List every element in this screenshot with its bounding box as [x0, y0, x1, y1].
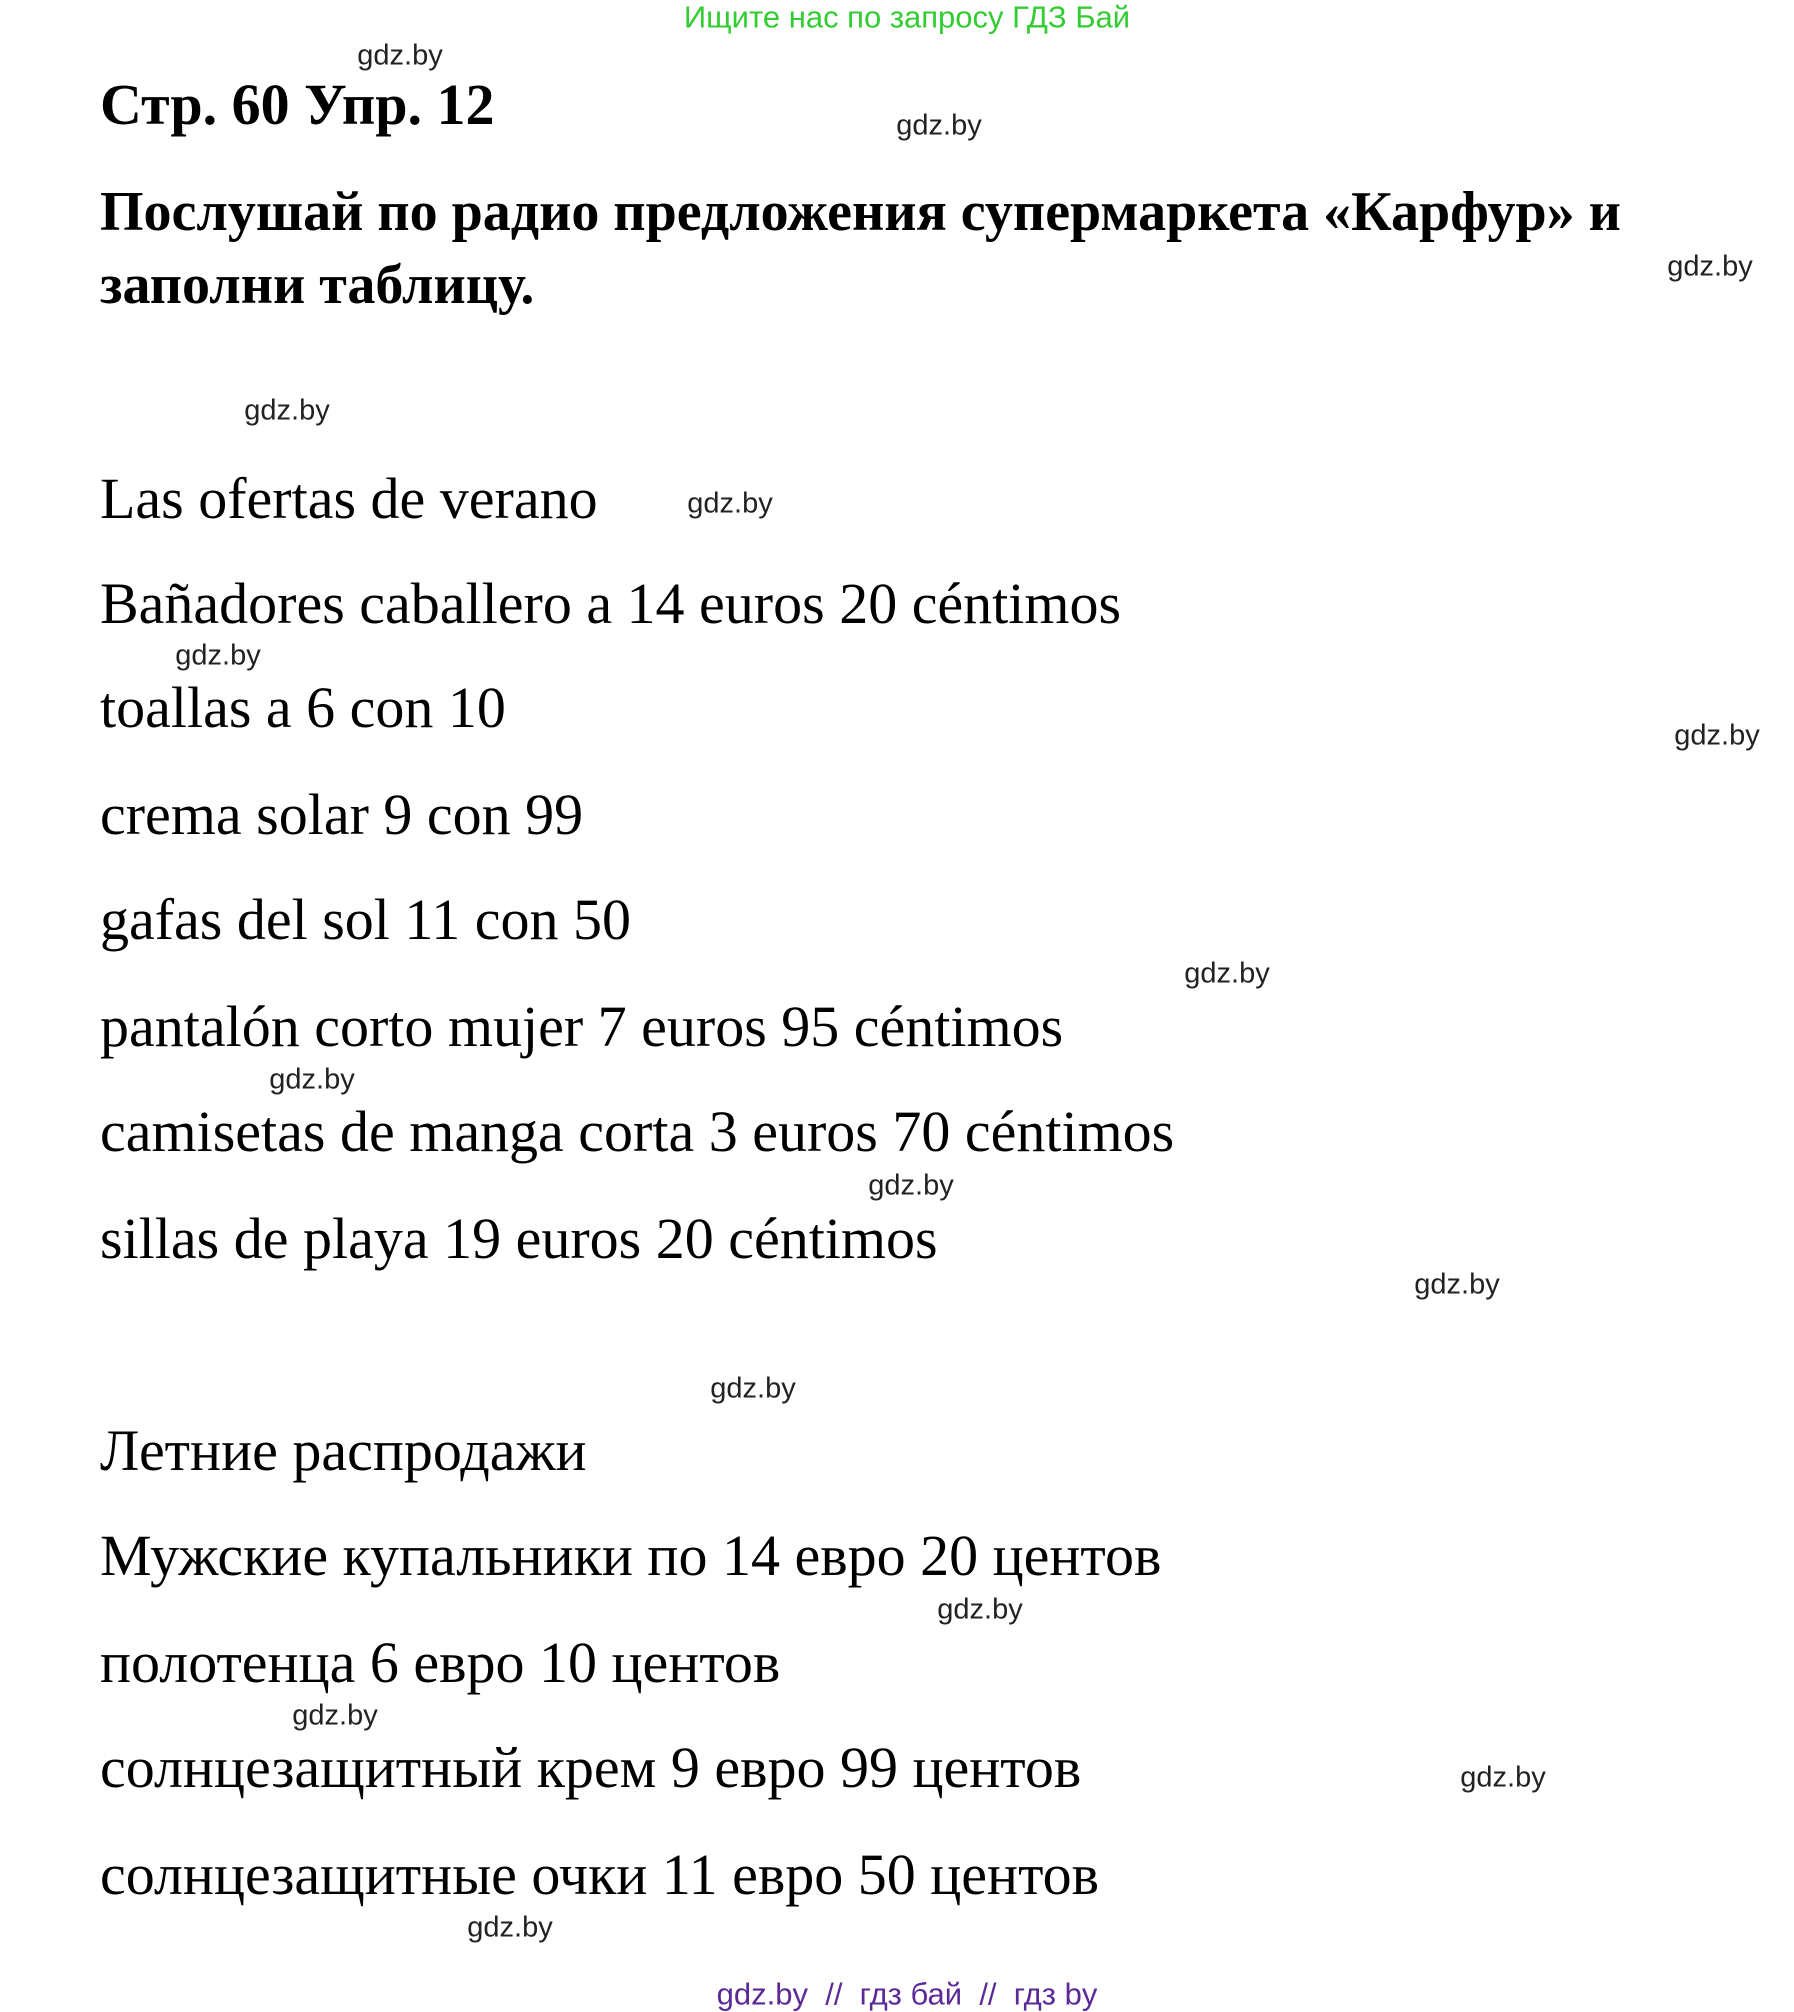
watermark: gdz.by	[244, 394, 330, 427]
spanish-item: camisetas de manga corta 3 euros 70 céntimos	[100, 1099, 1175, 1164]
russian-heading: Летние распродажи	[100, 1418, 587, 1483]
watermark: gdz.by	[937, 1593, 1023, 1626]
footer-links[interactable]: gdz.by // гдз бай // гдз by	[716, 1976, 1098, 2012]
spanish-heading: Las ofertas de verano	[100, 466, 598, 531]
search-banner-link[interactable]: Ищите нас по запросу ГДЗ Бай	[683, 0, 1131, 35]
task-text-line-1: Послушай по радио предложения супермаркета «Карфур» и	[100, 181, 1621, 243]
watermark: gdz.by	[292, 1699, 378, 1732]
spanish-item: pantalón corto mujer 7 euros 95 céntimos	[100, 994, 1064, 1059]
page-title: Стр. 60 Упр. 12	[100, 72, 495, 137]
watermark: gdz.by	[175, 639, 261, 672]
watermark: gdz.by	[269, 1063, 355, 1096]
spanish-item: Bañadores caballero a 14 euros 20 céntimos	[100, 571, 1122, 636]
russian-item: солнцезащитные очки 11 евро 50 центов	[100, 1842, 1100, 1907]
russian-item: полотенца 6 евро 10 центов	[100, 1630, 781, 1695]
watermark: gdz.by	[1414, 1268, 1500, 1301]
spanish-item: toallas a 6 con 10	[100, 675, 506, 740]
spanish-item: sillas de playa 19 euros 20 céntimos	[100, 1206, 938, 1271]
watermark: gdz.by	[896, 109, 982, 142]
watermark: gdz.by	[710, 1372, 796, 1405]
watermark: gdz.by	[868, 1169, 954, 1202]
russian-item: Мужские купальники по 14 евро 20 центов	[100, 1523, 1162, 1588]
spanish-item: crema solar 9 con 99	[100, 782, 584, 847]
russian-item: солнцезащитный крем 9 евро 99 центов	[100, 1735, 1082, 1800]
watermark: gdz.by	[1674, 719, 1760, 752]
watermark: gdz.by	[1184, 957, 1270, 990]
spanish-item: gafas del sol 11 con 50	[100, 887, 632, 952]
watermark: gdz.by	[1667, 250, 1753, 283]
task-text-line-2: заполни таблицу.	[100, 254, 535, 316]
watermark: gdz.by	[687, 487, 773, 520]
watermark: gdz.by	[357, 39, 443, 72]
watermark: gdz.by	[467, 1911, 553, 1944]
watermark: gdz.by	[1460, 1761, 1546, 1794]
